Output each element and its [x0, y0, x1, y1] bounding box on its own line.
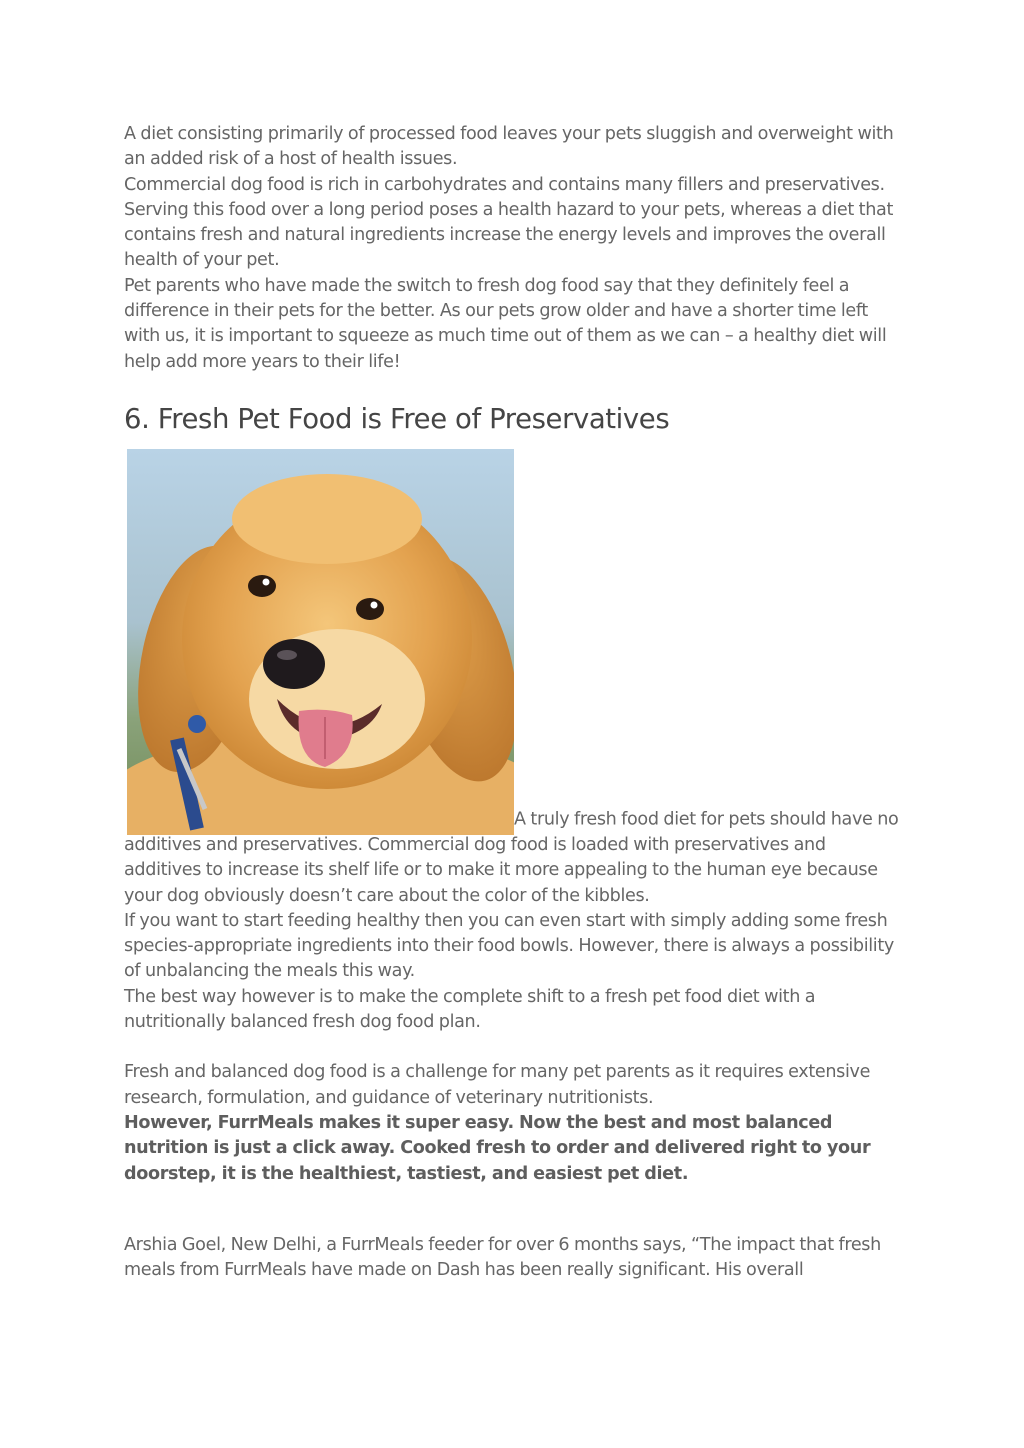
body-paragraph-4: Fresh and balanced dog food is a challenge for many pet parents as it requires extensive research, formulation, and guidance of veterinary nutritionists. — [124, 1062, 871, 1108]
testimonial-paragraph: Arshia Goel, New Delhi, a FurrMeals feeder for over 6 months says, “The impact that fresh meals from FurrMeals have made on Dash has been really significant. His overall — [124, 1234, 881, 1281]
spacer — [124, 1035, 904, 1060]
intro-paragraph-1: A diet consisting primarily of processed food leaves your pets sluggish and overweight with an added risk of a host of health issues. — [124, 124, 894, 170]
intro-paragraph-3: Pet parents who have made the switch to fresh dog food say that they definitely feel a difference in their pets for the better. As our pets grow older and have a shorter time left with us, it is important to squeeze as much time out of them as we can – a healthy diet will help add more years to their life! — [124, 275, 887, 372]
intro-paragraph-2: Commercial dog food is rich in carbohydrates and contains many fillers and preservatives. Serving this food over a long period poses a health hazard to your pets, whereas a diet that contains fresh and natural ingredients increase the energy levels and improves the overall health of your pet. — [124, 174, 893, 271]
figure-paragraph — [124, 449, 904, 909]
document-page — [124, 122, 904, 1283]
puppy-photo — [127, 449, 514, 835]
spacer — [124, 1187, 904, 1233]
figure-paragraph-text: A truly fresh food diet for pets should have no additives and preservatives. Commercial dog food is loaded with preservatives and additives to increase its shelf life or to make it more appealing to the human eye because your dog obviously doesn’t care about the color of the kibbles. — [124, 809, 899, 906]
section-heading: 6. Fresh Pet Food is Free of Preservatives — [124, 402, 670, 435]
body-paragraph-3: The best way however is to make the complete shift to a fresh pet food diet with a nutritionally balanced fresh dog food plan. — [124, 986, 816, 1033]
callout-bold-paragraph: However, FurrMeals makes it super easy. Now the best and most balanced nutrition is just a click away. Cooked fresh to order and delivered right to your doorstep, it is the healthiest, tastiest, and easiest pet diet. — [124, 1112, 871, 1184]
body-paragraph-2: If you want to start feeding healthy then you can even start with simply adding some fresh species-appropriate ingredients into their food bowls. However, there is always a possibility of unbalancing the meals this way. — [124, 910, 894, 982]
